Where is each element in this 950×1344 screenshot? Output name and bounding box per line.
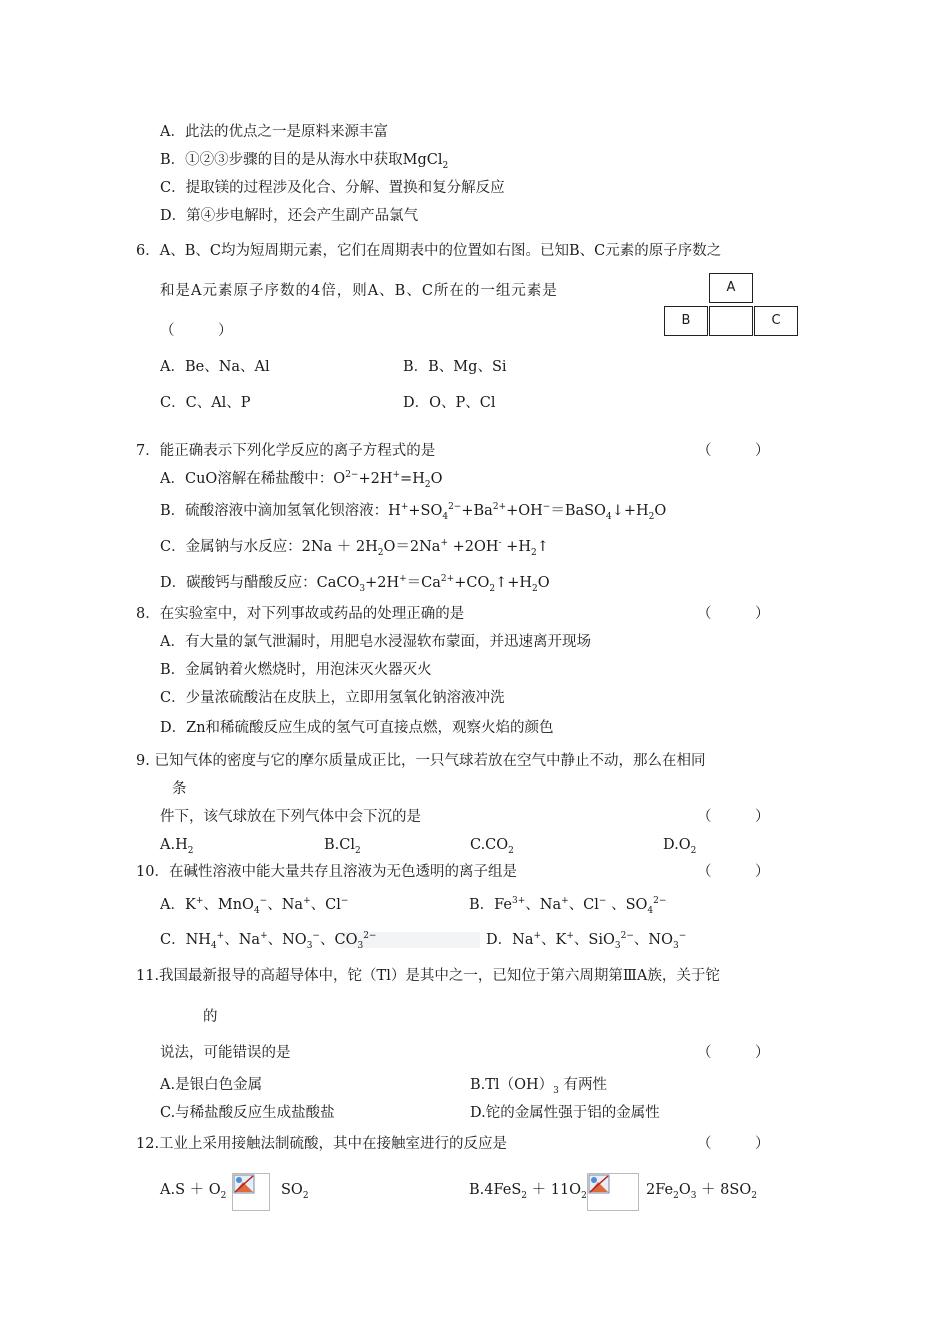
q11-option-c: C.与稀盐酸反应生成盐酸盐 <box>160 1105 335 1121</box>
q7-option-b: B．硫酸溶液中滴加氢氧化钡溶液：$H^++SO_4^{2-}+Ba^{2+}+OH^-=BaSO_4↓+H_2O$ <box>160 502 667 522</box>
q11-option-d: D.铊的金属性强于铝的金属性 <box>470 1105 660 1121</box>
q8-stem: 8．在实验室中，对下列事故或药品的处理正确的是 <box>136 606 465 622</box>
q8-answer-paren: （ ） <box>697 606 770 622</box>
q6-option-d: D．O、P、Cl <box>403 395 496 411</box>
q12-option-a-right: $SO_2$ <box>281 1182 309 1201</box>
q8-option-b: B．金属钠着火燃烧时，用泡沫灭火器灭火 <box>160 662 432 678</box>
reaction-condition-image <box>587 1173 639 1211</box>
q7-option-a: A．CuO溶解在稀盐酸中：$O^{2-}+2H^+=H_2O$ <box>160 470 443 490</box>
q7-answer-paren: （ ） <box>697 443 770 459</box>
q7-option-c: C．金属钠与水反应：$2Na + 2H_2O=2Na^+ +2OH^-$ $+H_2↑$ <box>160 538 549 558</box>
q10-option-a: A．K+、MnO$_4$−、Na+、Cl− <box>160 896 349 916</box>
q8-option-d: D．Zn和稀硫酸反应生成的氢气可直接点燃，观察火焰的颜色 <box>160 720 554 736</box>
cell-a: A <box>709 273 753 303</box>
q10-option-d: D．Na+、K+、SiO$_3^{2-}$、$NO_3^-$ <box>486 931 687 951</box>
q12-answer-paren: （ ） <box>697 1136 770 1152</box>
q9-answer-paren: （ ） <box>697 809 770 825</box>
q10-option-b: B．$Fe^{3+}$、Na+、Cl− 、$SO_4^{2-}$ <box>469 896 667 916</box>
q9-option-d: $D.O_2$ <box>663 837 697 856</box>
q6-option-a: A．Be、Na、Al <box>160 359 270 375</box>
q5-option-a: A．此法的优点之一是原料来源丰富 <box>160 124 388 140</box>
q10-answer-paren: （ ） <box>697 864 770 880</box>
q6-stem-line1: 6．A、B、C均为短周期元素，它们在周期表中的位置如右图。已知B、C元素的原子序数之 <box>136 243 722 259</box>
q8-option-a: A．有大量的氯气泄漏时，用肥皂水浸湿软布蒙面，并迅速离开现场 <box>160 634 591 650</box>
q11-stem-line1-wrap: 的 <box>203 1009 218 1025</box>
q11-option-a: A.是银白色金属 <box>160 1077 263 1093</box>
q12-option-a-left: $A.S + O_2$ <box>160 1182 227 1201</box>
q6-stem-line2: 和是A元素原子序数的4倍，则A、B、C所在的一组元素是 <box>160 283 558 299</box>
cell-empty <box>709 306 753 336</box>
broken-image-icon <box>233 1174 255 1194</box>
q12-stem: 12.工业上采用接触法制硫酸，其中在接触室进行的反应是 <box>136 1136 508 1152</box>
q12-option-b-right: $2Fe_2O_3 + 8SO_2$ <box>646 1182 757 1201</box>
q11-option-b: $B.Tl(OH)_3$ 有两性 <box>470 1077 607 1096</box>
q8-option-c: C．少量浓硫酸沾在皮肤上，立即用氢氧化钠溶液冲洗 <box>160 690 505 706</box>
periodic-table-fragment <box>664 273 799 336</box>
q6-option-c: C．C、Al、P <box>160 395 251 411</box>
q5-option-b: B．①②③步骤的目的是从海水中获取MgCl$_2$ <box>160 152 449 171</box>
q6-option-b: B．B、Mg、Si <box>403 359 507 375</box>
reaction-condition-image <box>232 1173 270 1211</box>
q6-answer-paren: （ ） <box>160 323 233 339</box>
q11-stem-line1: 11.我国最新报导的高超导体中，铊（Tl）是其中之一，已知位于第六周期第ⅢA族，关于铊 <box>136 968 720 984</box>
q10-stem: 10．在碱性溶液中能大量共存且溶液为无色透明的离子组是 <box>136 864 517 880</box>
cell-c: C <box>754 306 798 336</box>
q12-option-b-left: $B.4FeS_2 + 11O_2$ <box>469 1182 587 1201</box>
broken-image-icon <box>588 1174 610 1194</box>
q9-stem-line2: 件下，该气球放在下列气体中会下沉的是 <box>160 809 421 825</box>
q10-option-c: C．$NH_4^+$、Na+、$NO_3^-$、$CO_3^{2-}$ <box>160 931 377 951</box>
q7-option-d: D．碳酸钙与醋酸反应：$CaCO_3+2H^+=Ca^{2+}+CO_2↑+H_2O$ <box>160 574 550 594</box>
cell-b: B <box>664 306 708 336</box>
q7-stem: 7．能正确表示下列化学反应的离子方程式的是 <box>136 443 436 459</box>
q9-option-a: $A.H_2$ <box>160 837 194 856</box>
q5-option-d: D．第④步电解时，还会产生副产品氯气 <box>160 208 419 224</box>
q11-stem-line2: 说法，可能错误的是 <box>160 1045 291 1061</box>
q9-stem-line1-wrap: 条 <box>172 781 187 797</box>
q9-stem-line1: 9. 已知气体的密度与它的摩尔质量成正比，一只气球若放在空气中静止不动，那么在相同 <box>136 753 706 769</box>
q9-option-c: $C.CO_2$ <box>470 837 514 856</box>
q9-option-b: $B.Cl_2$ <box>324 837 361 856</box>
q11-answer-paren: （ ） <box>697 1045 770 1061</box>
q5-option-c: C．提取镁的过程涉及化合、分解、置换和复分解反应 <box>160 180 505 196</box>
